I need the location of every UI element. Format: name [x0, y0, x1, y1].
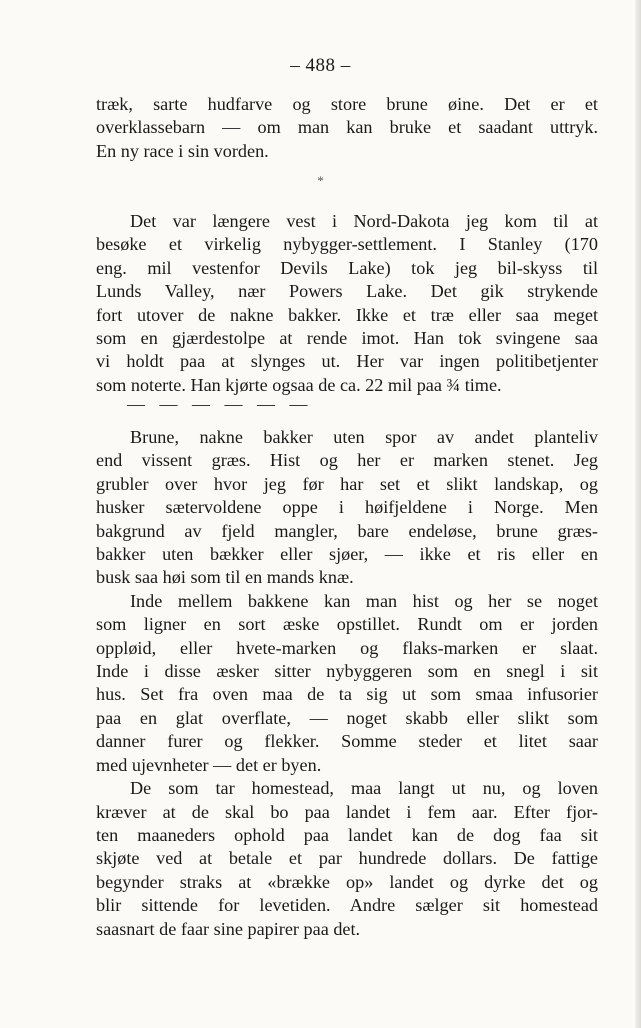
page-number: – 488 – — [290, 55, 351, 76]
text-line: Brune, nakne bakker uten spor av andet planteliv — [130, 427, 598, 447]
text-line: Det var længere vest i Nord-Dakota jeg kom til at — [130, 211, 598, 231]
text-line: end vissent græs. Hist og her er marken stenet. Jeg — [96, 450, 598, 471]
text-line: overklassebarn — om man kan bruke et saadant uttryk. — [96, 117, 598, 138]
text-line: paa en glat overflate, — noget skabb eller slikt som — [96, 707, 598, 728]
text-line: oppløid, eller hvete-marken og flaks-marken er slaat. — [96, 637, 598, 658]
text-line: bakker uten bækker eller sjøer, — ikke et ris eller en — [96, 544, 598, 565]
page-edge-shadow — [635, 0, 641, 1028]
text-line: busk saa høi som til en mands knæ. — [96, 567, 354, 588]
text-line: eng. mil vestenfor Devils Lake) tok jeg bil-skyss til — [96, 257, 598, 278]
text-line: En ny race i sin vorden. — [96, 140, 269, 161]
text-line: med ujevnheter — det er byen. — [96, 754, 322, 775]
text-line: Inde mellem bakkene kan man hist og her se noget — [130, 590, 598, 611]
text-line: grubler over hvor jeg før har set et slikt landskap, og — [96, 473, 598, 494]
text-block-settlement — [96, 210, 598, 397]
text-line: skjøte ved at betale et par hundrede dollars. De fattige — [96, 848, 598, 869]
text-line: som noterte. Han kjørte ogsaa de ca. 22 mil paa ¾ time. — [96, 374, 502, 395]
text-line: fort utover de nakne bakker. Ikke et træ eller saa meget — [96, 304, 598, 325]
text-line: besøke et virkelig nybygger-settlement. I Stanley (170 — [96, 234, 598, 255]
text-block-landscape — [96, 426, 598, 941]
text-line: træk, sarte hudfarve og store brune øine. Det er et — [96, 94, 598, 114]
text-line: som en gjærdestolpe at rende imot. Han tok svingene saa — [96, 328, 598, 349]
dash-separator: — — — — — — — [127, 394, 313, 414]
text-line: danner furer og flekker. Somme steder et litet saar — [96, 731, 598, 752]
text-line: kræver at de skal bo paa landet i fem aar. Efter fjor- — [96, 801, 598, 822]
section-separator-star: * — [317, 173, 324, 188]
text-line: Lunds Valley, nær Powers Lake. Det gik strykende — [96, 281, 598, 302]
text-line: husker sætervoldene oppe i høifjeldene i Norge. Men — [96, 497, 598, 518]
text-line: vi holdt paa at slynges ut. Her var ingen politibetjenter — [96, 351, 598, 372]
text-line: Inde i disse æsker sitter nybyggeren som en snegl i sit — [96, 661, 598, 682]
text-block-intro — [96, 93, 598, 163]
text-line: som ligner en sort æske opstillet. Rundt om er jorden — [96, 614, 598, 635]
text-line: De som tar homestead, maa langt ut nu, og loven — [130, 778, 598, 799]
text-line: ten maaneders ophold paa landet kan de dog faa sit — [96, 824, 598, 845]
text-line: begynder straks at «brække op» landet og dyrke det og — [96, 871, 598, 892]
text-line: hus. Set fra oven maa de ta sig ut som smaa infusorier — [96, 684, 598, 705]
text-line: saasnart de faar sine papirer paa det. — [96, 918, 361, 939]
text-line: blir sittende for levetiden. Andre sælger sit homestead — [96, 895, 598, 916]
text-line: bakgrund av fjeld mangler, bare endeløse, brune græs- — [96, 520, 598, 541]
